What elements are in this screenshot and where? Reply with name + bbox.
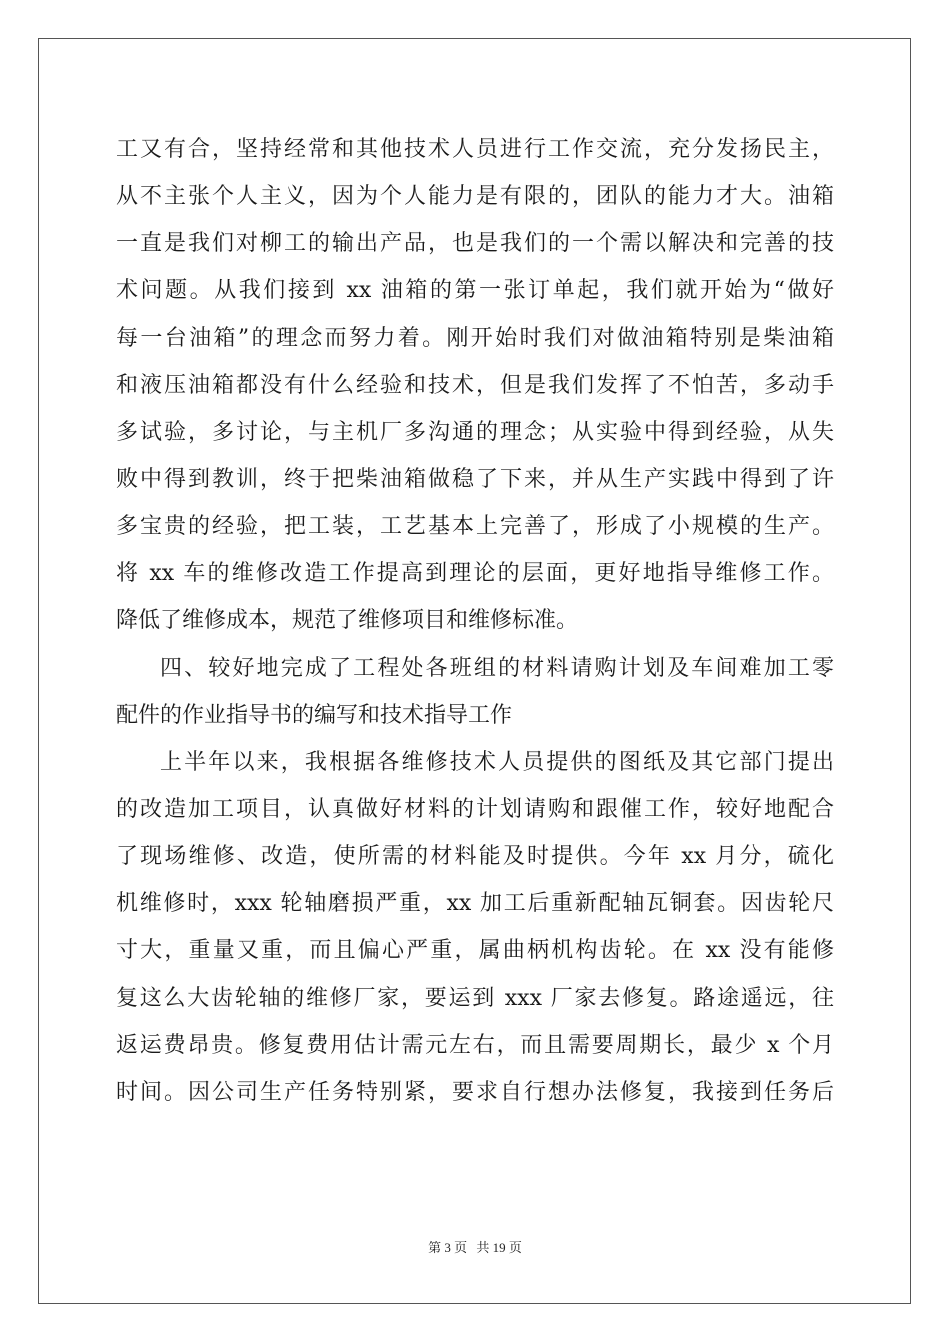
text-line: 一直是我们对柳工的输出产品，也是我们的一个需以解决和完善的技 [116, 231, 834, 257]
text-line: 时间。因公司生产任务特别紧，要求自行想办法修复，我接到任务后 [116, 1079, 834, 1105]
page-total: 共 19 页 [476, 1240, 522, 1255]
text-line: 降低了维修成本，规范了维修项目和维修标准。 [116, 608, 579, 634]
text-line: 将 xx 车的维修改造工作提高到理论的层面，更好地指导维修工作。 [116, 561, 834, 587]
section-heading-line: 四、较好地完成了工程处各班组的材料请购计划及车间难加工零 [160, 655, 834, 681]
text-line: 返运费昂贵。修复费用估计需元左右，而且需要周期长，最少 x 个月 [116, 1032, 834, 1058]
text-line: 了现场维修、改造，使所需的材料能及时提供。今年 xx 月分，硫化 [116, 844, 834, 870]
text-line: 每一台油箱”的理念而努力着。刚开始时我们对做油箱特别是柴油箱 [116, 325, 834, 351]
page-footer [0, 1237, 950, 1256]
text-line: 工又有合，坚持经常和其他技术人员进行工作交流，充分发扬民主， [116, 137, 834, 162]
text-line: 和液压油箱都没有什么经验和技术，但是我们发挥了不怕苦，多动手 [116, 372, 834, 398]
text-line: 败中得到教训，终于把柴油箱做稳了下来，并从生产实践中得到了许 [116, 466, 834, 492]
text-line: 上半年以来，我根据各维修技术人员提供的图纸及其它部门提出 [160, 749, 834, 775]
text-line: 的改造加工项目，认真做好材料的计划请购和跟催工作，较好地配合 [116, 796, 834, 822]
text-line: 多宝贵的经验，把工装，工艺基本上完善了，形成了小规模的生产。 [116, 514, 834, 540]
text-line: 复这么大齿轮轴的维修厂家，要运到 xxx 厂家去修复。路途遥远，往 [116, 985, 834, 1011]
section-heading-line: 配件的作业指导书的编写和技术指导工作 [116, 702, 513, 728]
document-body [116, 126, 834, 1116]
text-line: 多试验，多讨论，与主机厂多沟通的理念；从实验中得到经验，从失 [116, 419, 834, 445]
text-line: 从不主张个人主义，因为个人能力是有限的，团队的能力才大。油箱 [116, 184, 834, 210]
page-number: 第 3 页 [428, 1240, 468, 1255]
text-line: 术问题。从我们接到 xx 油箱的第一张订单起，我们就开始为“做好 [116, 278, 834, 304]
text-line: 寸大，重量又重，而且偏心严重，属曲柄机构齿轮。在 xx 没有能修 [116, 938, 834, 964]
text-line: 机维修时，xxx 轮轴磨损严重，xx 加工后重新配轴瓦铜套。因齿轮尺 [116, 891, 834, 917]
